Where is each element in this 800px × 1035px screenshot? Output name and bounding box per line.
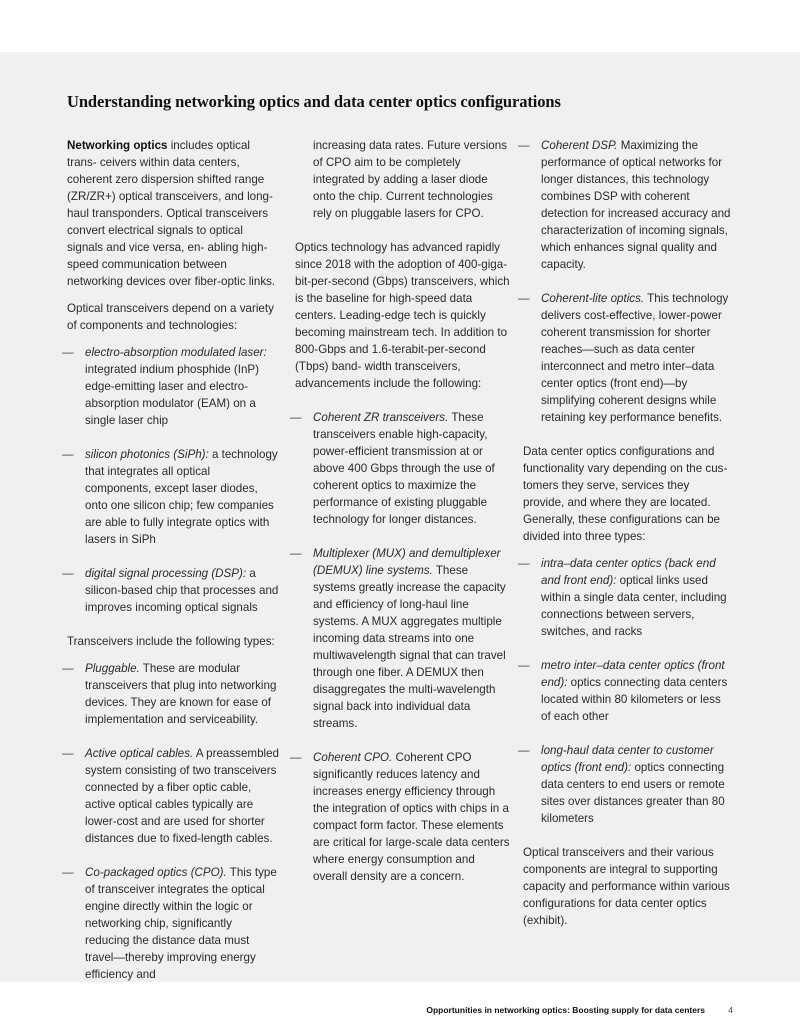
dash-icon: — bbox=[518, 139, 530, 152]
list-item-term: Active optical cables. bbox=[85, 747, 194, 760]
dash-icon: — bbox=[518, 659, 530, 672]
list-item-term: intra–data center optics (back end and front end): bbox=[541, 557, 716, 587]
list-item bbox=[290, 409, 510, 528]
list-item-term: digital signal processing (DSP): bbox=[85, 567, 247, 580]
list-item bbox=[518, 657, 733, 725]
column-2 bbox=[290, 137, 510, 885]
dash-icon: — bbox=[62, 448, 74, 461]
list-item-text: Maximizing the performance of optical networks for longer distances, this technology combines DSP with coherent detection for increased accuracy and characterization of incoming signals, which enhances signal quality and capacity. bbox=[541, 139, 731, 271]
column-1 bbox=[62, 137, 279, 983]
dash-icon: — bbox=[62, 346, 74, 359]
column-3 bbox=[518, 137, 733, 929]
dash-icon: — bbox=[290, 751, 302, 764]
list-item bbox=[290, 749, 510, 885]
list-item bbox=[518, 742, 733, 827]
page-footer bbox=[0, 1005, 800, 1019]
list-item-term: Coherent ZR transceivers. bbox=[313, 411, 449, 424]
list-item bbox=[518, 137, 733, 273]
list-item-text: integrated indium phosphide (InP) edge-emitting laser and electro- absorption modulator (EAM) on a single laser chip bbox=[85, 363, 260, 427]
advances-intro: Optics technology has advanced rapidly since 2018 with the adoption of 400-giga- bit-per-second (Gbps) transceivers, which is the baseline for high-speed data centers. Leading-edge tech is quickly becoming mainstream tech. In addition to 800-Gbps and 1.6-terabit-per-second (Tbps) band- width transceivers, advancements include the following: bbox=[295, 241, 510, 390]
intro-term: Networking optics bbox=[67, 139, 168, 152]
dash-icon: — bbox=[62, 747, 74, 760]
list-item-text: A preassembled system consisting of two transceivers connected by a fiber optic cable, active optical cables typically are lower-cost and are used for shorter distances due to fixed-length cables. bbox=[85, 747, 279, 845]
list-item bbox=[62, 344, 279, 429]
list-item-text: increasing data rates. Future versions of CPO aim to be completely integrated by adding a laser diode onto the chip. Current technologies rely on pluggable lasers for CPO. bbox=[313, 139, 507, 220]
list-item-term: Coherent-lite optics. bbox=[541, 292, 645, 305]
list-item-term: metro inter–data center optics (front end): bbox=[541, 659, 725, 689]
types-intro: Transceivers include the following types: bbox=[67, 635, 275, 648]
dash-icon: — bbox=[62, 662, 74, 675]
list-item-text: a technology that integrates all optical components, except laser diodes, onto one silicon chip; few companies are able to fully integrate optics with lasers in SiPh bbox=[85, 448, 278, 546]
dash-icon: — bbox=[518, 744, 530, 757]
list-item bbox=[518, 555, 733, 640]
dash-icon: — bbox=[62, 567, 74, 580]
section-title: Understanding networking optics and data center optics configurations bbox=[67, 92, 561, 111]
list-item-text: optical links used within a single data center, including connections between servers, switches, and racks bbox=[541, 574, 727, 638]
list-item-term: long-haul data center to customer optics (front end): bbox=[541, 744, 714, 774]
components-intro: Optical transceivers depend on a variety of components and technologies: bbox=[67, 302, 274, 332]
dash-icon: — bbox=[62, 866, 74, 879]
list-item-text: This type of transceiver integrates the optical engine directly within the logic or networking chip, significantly reducing the distance data must travel—thereby improving energy efficiency and bbox=[85, 866, 277, 981]
list-item-text: Coherent CPO significantly reduces latency and increases energy efficiency through the integration of optics with chips in a compact form factor. These elements are critical for large-scale data centers where energy consumption and overall density are a concern. bbox=[313, 751, 510, 883]
list-item-text: This technology delivers cost-effective, lower-power coherent transmission for shorter reaches—such as data center interconnect and metro inter–data center optics (front end)—by simplifying coherent designs while retaining key performance benefits. bbox=[541, 292, 729, 424]
list-item-text: optics connecting data centers located within 80 kilometers or less of each other bbox=[541, 676, 728, 723]
intro-text: includes optical trans- ceivers within data centers, coherent zero dispersion shifted range (ZR/ZR+) optical transceivers, and long-haul transponders. Optical transceivers convert electrical signals to optical signals and vice versa, en- abling high-speed communication between networking devices over fiber-optic links. bbox=[67, 139, 276, 288]
list-item-term: Co-packaged optics (CPO). bbox=[85, 866, 227, 879]
list-item-term: Coherent CPO. bbox=[313, 751, 393, 764]
list-item bbox=[290, 545, 510, 732]
closing-paragraph: Optical transceivers and their various components are integral to supporting capacity and performance within various configurations for data center optics (exhibit). bbox=[523, 846, 730, 927]
list-item bbox=[62, 446, 279, 548]
list-item bbox=[518, 290, 733, 426]
list-item-text: These systems greatly increase the capacity and efficiency of long-haul line systems. A MUX aggregates multiple incoming data streams into one multiwavelength signal that can travel through one fiber. A DEMUX then disaggregates the multi-wavelength signal back into individual data streams. bbox=[313, 564, 506, 730]
report-title: Opportunities in networking optics: Boosting supply for data centers bbox=[426, 1005, 705, 1015]
list-item-term: Coherent DSP. bbox=[541, 139, 618, 152]
list-item bbox=[62, 660, 279, 728]
dash-icon: — bbox=[518, 292, 530, 305]
list-item bbox=[62, 565, 279, 616]
list-item-term: silicon photonics (SiPh): bbox=[85, 448, 209, 461]
dash-icon: — bbox=[518, 557, 530, 570]
list-item-text: These transceivers enable high-capacity, power-efficient transmission at or above 400 Gbps through the use of coherent optics to maximize the performance of existing pluggable technology for longer distances. bbox=[313, 411, 495, 526]
list-item-term: Multiplexer (MUX) and demultiplexer (DEMUX) line systems. bbox=[313, 547, 501, 577]
intro-paragraph bbox=[67, 137, 279, 290]
list-item-term: electro-absorption modulated laser: bbox=[85, 346, 267, 359]
list-item-text: These are modular transceivers that plug into networking devices. They are known for ease of implementation and serviceability. bbox=[85, 662, 277, 726]
dash-icon: — bbox=[290, 547, 302, 560]
page-number: 4 bbox=[728, 1005, 733, 1015]
list-item-text: optics connecting data centers to end users or remote sites over distances greater than 80 kilometers bbox=[541, 761, 725, 825]
list-item-continuation bbox=[295, 137, 510, 222]
list-item-text: a silicon-based chip that processes and improves incoming optical signals bbox=[85, 567, 279, 614]
config-intro: Data center optics configurations and functionality vary depending on the cus- tomers they serve, services they provide, and where they are located. Generally, these configurations can be divided into three types: bbox=[523, 445, 728, 543]
dash-icon: — bbox=[290, 411, 302, 424]
list-item bbox=[62, 864, 279, 983]
list-item-term: Pluggable. bbox=[85, 662, 140, 675]
list-item bbox=[62, 745, 279, 847]
